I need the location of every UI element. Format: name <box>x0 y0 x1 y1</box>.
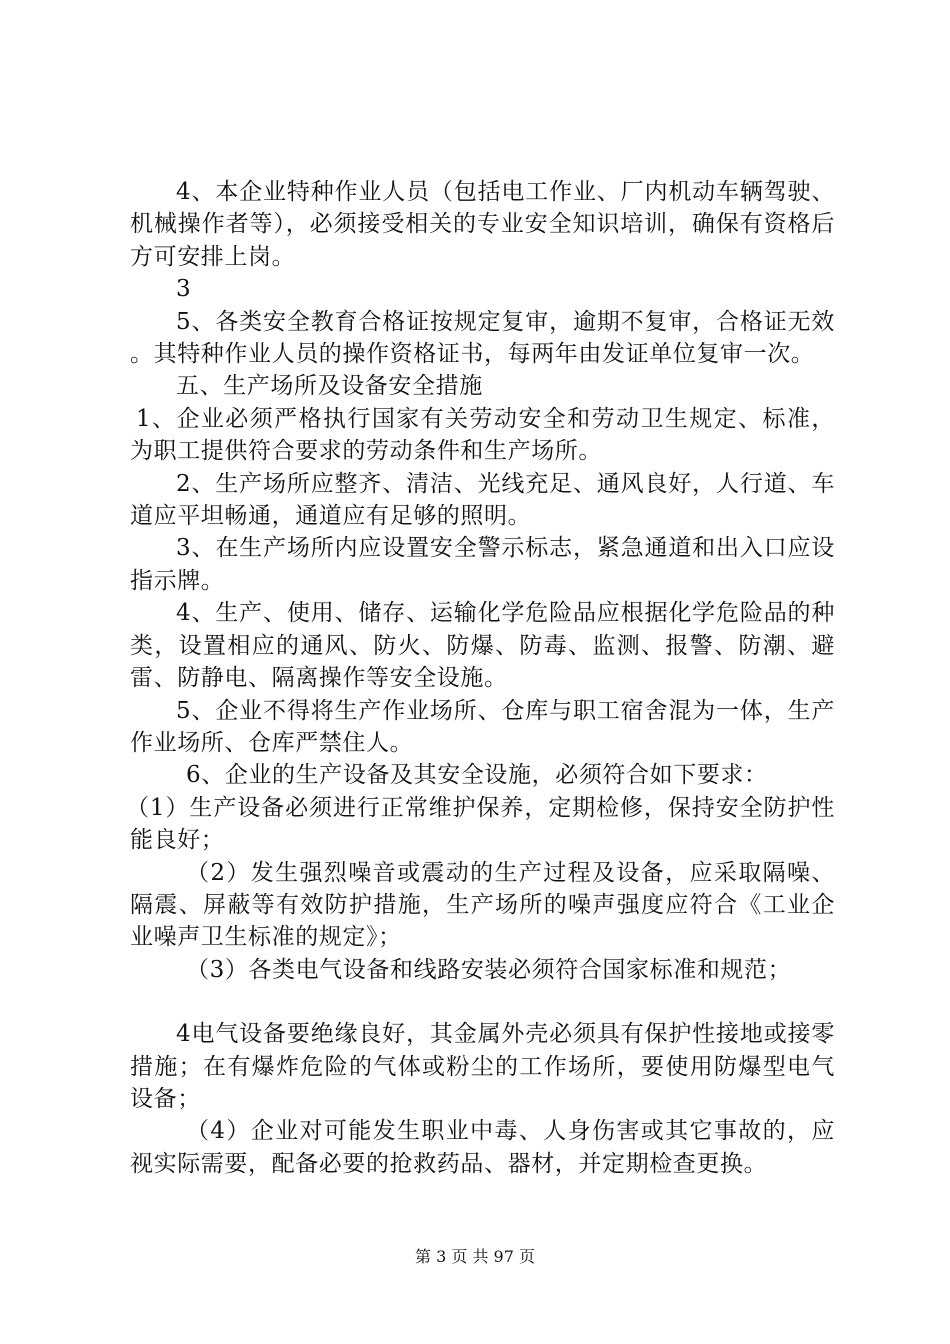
document-body <box>126 176 835 1180</box>
paragraph-item-1-maintenance: （1）生产设备必须进行正常维护保养，定期检修，保持安全防护性能良好； <box>126 794 835 854</box>
paragraph-special-operators-training: 4、本企业特种作业人员（包括电工作业、厂内机动车辆驾驶、机械操作者等），必须接受相关的专业安全知识培训，确保有资格后方可安排上岗。 <box>130 179 835 270</box>
blank-line <box>130 986 835 1018</box>
paragraph-dormitory-separation: 5、企业不得将生产作业场所、仓库与职工宿舍混为一体，生产作业场所、仓库严禁住人。 <box>130 697 835 756</box>
paragraph-warning-signs: 3、在生产场所内应设置安全警示标志，紧急通道和出入口应设指示牌。 <box>130 535 835 594</box>
paragraph-electrical-grounding: 4电气设备要绝缘良好，其金属外壳必须具有保护性接地或接零措施；在有爆炸危险的气体或粉尘的工作场所，要使用防爆型电气设备； <box>130 1021 835 1112</box>
page-footer: 第 3 页 共 97 页 <box>415 1247 535 1266</box>
paragraph-equipment-requirements: 6、企业的生产设备及其安全设施，必须符合如下要求： <box>186 762 768 789</box>
paragraph-item-4-first-aid: （4）企业对可能发生职业中毒、人身伤害或其它事故的，应视实际需要，配备必要的抢救药品、器材，并定期检查更换。 <box>130 1118 835 1177</box>
paragraph-item-3-electrical: （3）各类电气设备和线路安装必须符合国家标准和规范； <box>186 956 792 983</box>
paragraph-labor-safety-standards: 1、企业必须严格执行国家有关劳动安全和劳动卫生规定、标准，为职工提供符合要求的劳动条件和生产场所。 <box>130 405 835 465</box>
paragraph-certificate-review: 5、各类安全教育合格证按规定复审，逾期不复审，合格证无效。其特种作业人员的操作资格证书，每两年由发证单位复审一次。 <box>130 308 835 368</box>
paragraph-item-2-noise: （2）发生强烈噪音或震动的生产过程及设备，应采取隔噪、隔震、屏蔽等有效防护措施，生产场所的噪声强度应符合《工业企业噪声卫生标准的规定》； <box>130 859 835 951</box>
paragraph-hazardous-chemicals: 4、生产、使用、储存、运输化学危险品应根据化学危险品的种类，设置相应的通风、防火、防爆、防毒、监测、报警、防潮、避雷、防静电、隔离操作等安全设施。 <box>130 600 835 692</box>
section-heading-workplace-safety: 五、生产场所及设备安全措施 <box>176 373 483 400</box>
paragraph-workplace-conditions: 2、生产场所应整齐、清洁、光线充足、通风良好，人行道、车道应平坦畅通，通道应有足够的照明。 <box>130 470 835 530</box>
paragraph-page-marker: 3 <box>176 276 192 303</box>
